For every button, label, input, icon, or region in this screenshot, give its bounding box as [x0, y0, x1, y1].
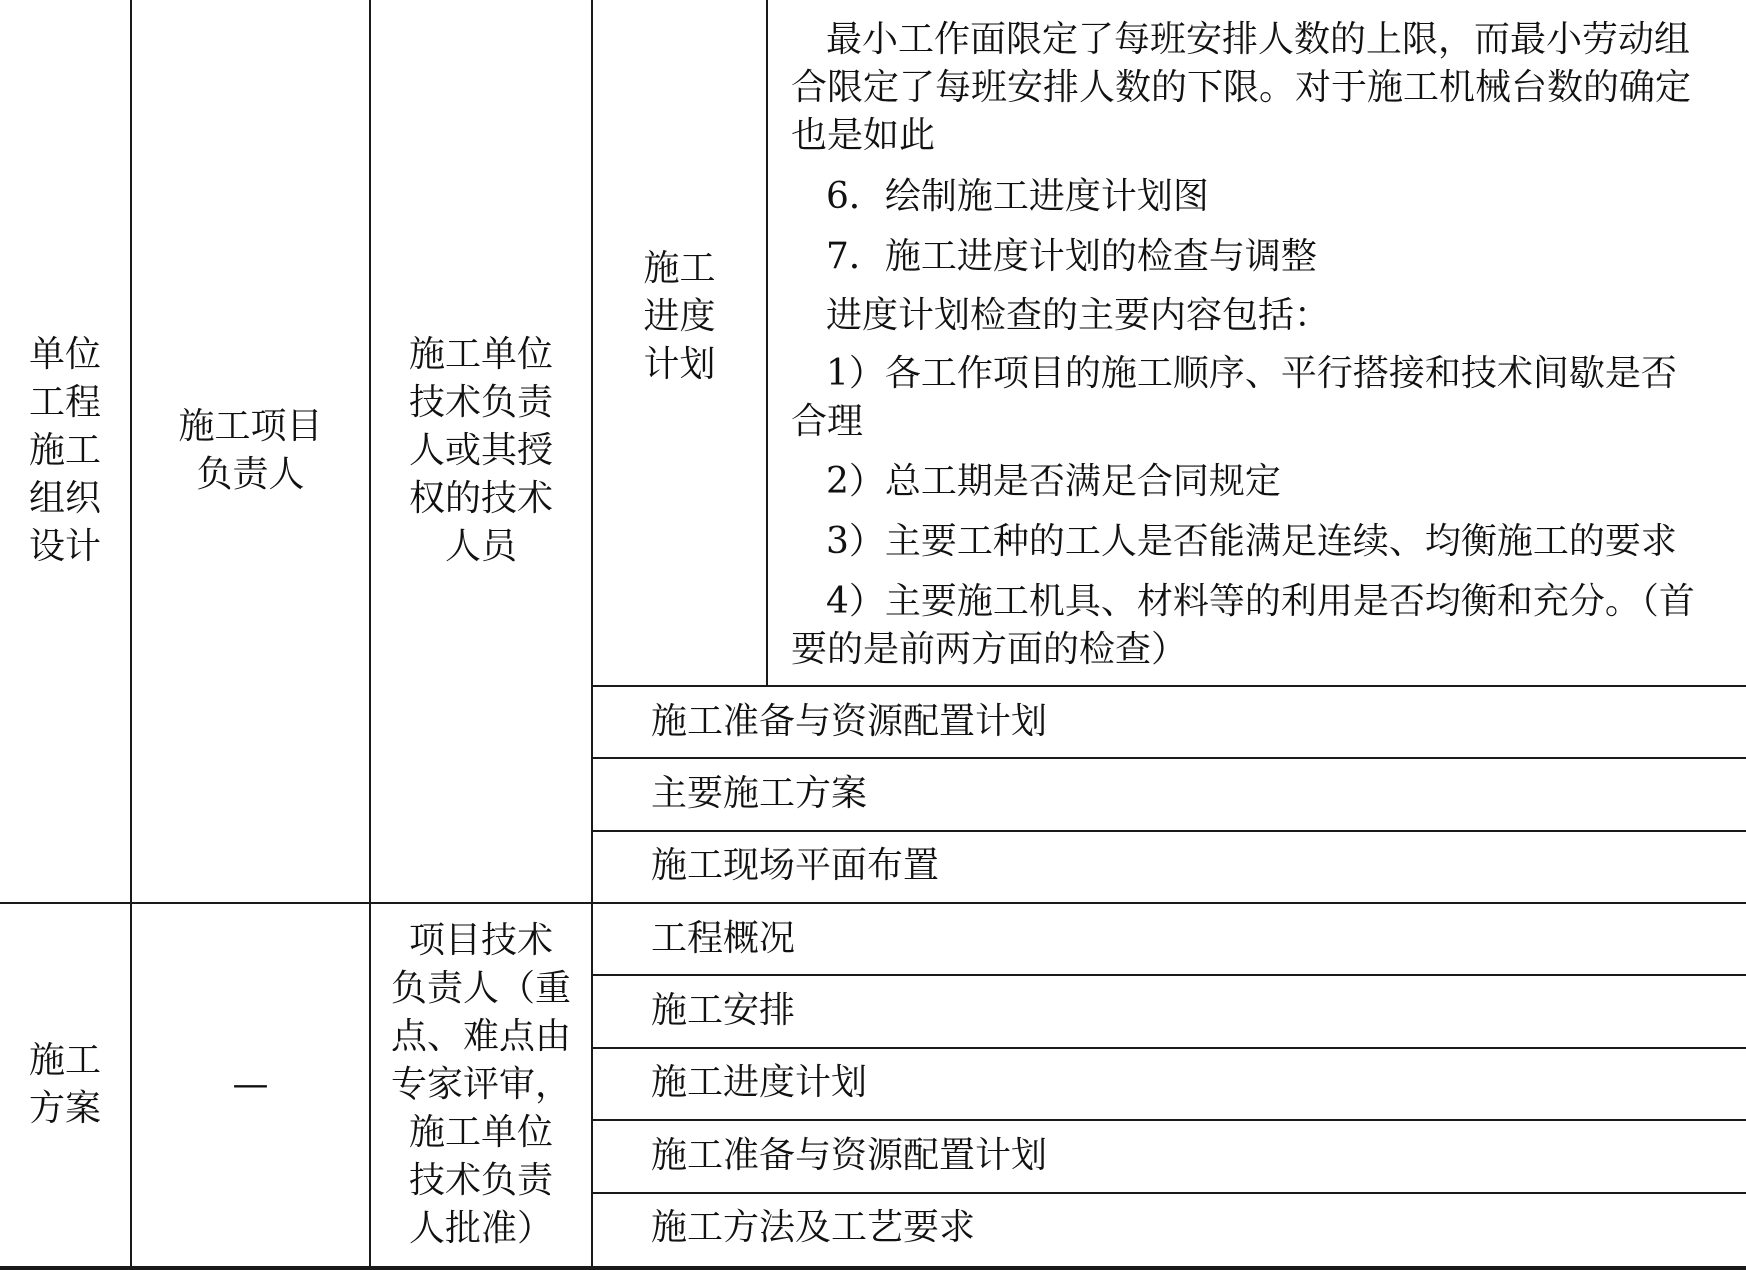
detail-line: 1）各工作项目的施工顺序、平行搭接和技术间歇是否	[826, 353, 1677, 394]
h-line	[591, 685, 1746, 687]
detail-line: 6．绘制施工进度计划图	[826, 176, 1209, 217]
h-line	[591, 974, 1746, 976]
content-item: 施工准备与资源配置计划	[651, 701, 1048, 742]
detail-line: 2）总工期是否满足合同规定	[826, 461, 1281, 502]
approver-cell: 施工单位 技术负责 人或其授 权的技术 人员	[408, 334, 553, 567]
detail-line: 3）主要工种的工人是否能满足连续、均衡施工的要求	[826, 521, 1677, 562]
detail-line: 进度计划检查的主要内容包括：	[826, 295, 1331, 336]
detail-line: 合限定了每班安排人数的下限。对于施工机械台数的确定	[791, 67, 1692, 108]
content-item: 施工方法及工艺要求	[651, 1207, 976, 1248]
content-item: 主要施工方案	[651, 773, 868, 814]
table-bottom-border	[0, 1266, 1746, 1270]
content-item: 施工准备与资源配置计划	[651, 1135, 1048, 1176]
doc-type-cell: 施工 方案	[28, 1040, 101, 1129]
h-line	[591, 1192, 1746, 1194]
h-line	[591, 1047, 1746, 1049]
detail-line: 4）主要施工机具、材料等的利用是否均衡和充分。（首	[826, 581, 1695, 622]
content-item: 施工进度计划	[651, 1062, 868, 1103]
detail-line: 7．施工进度计划的检查与调整	[826, 236, 1317, 277]
h-line	[591, 830, 1746, 832]
author-cell: 施工项目 负责人	[178, 406, 323, 495]
doc-type-cell: 单位 工程 施工 组织 设计	[28, 334, 101, 567]
approver-cell: 项目技术 负责人（重 点、难点由 专家评审， 施工单位 技术负责 人批准）	[390, 920, 571, 1249]
content-item: 施工安排	[651, 990, 796, 1031]
author-cell: —	[232, 1064, 269, 1105]
col-divider-sub	[766, 0, 768, 686]
detail-line: 要的是前两方面的检查）	[791, 629, 1188, 670]
col-divider-3	[591, 0, 593, 1268]
h-line	[591, 757, 1746, 759]
sub-item-label: 施工 进度 计划	[643, 248, 716, 385]
content-item: 施工现场平面布置	[651, 845, 940, 886]
detail-line: 合理	[791, 401, 864, 442]
h-line	[591, 1119, 1746, 1121]
detail-line: 也是如此	[791, 115, 936, 156]
detail-line: 最小工作面限定了每班安排人数的上限，而最小劳动组	[826, 19, 1691, 60]
content-item: 工程概况	[651, 918, 796, 959]
